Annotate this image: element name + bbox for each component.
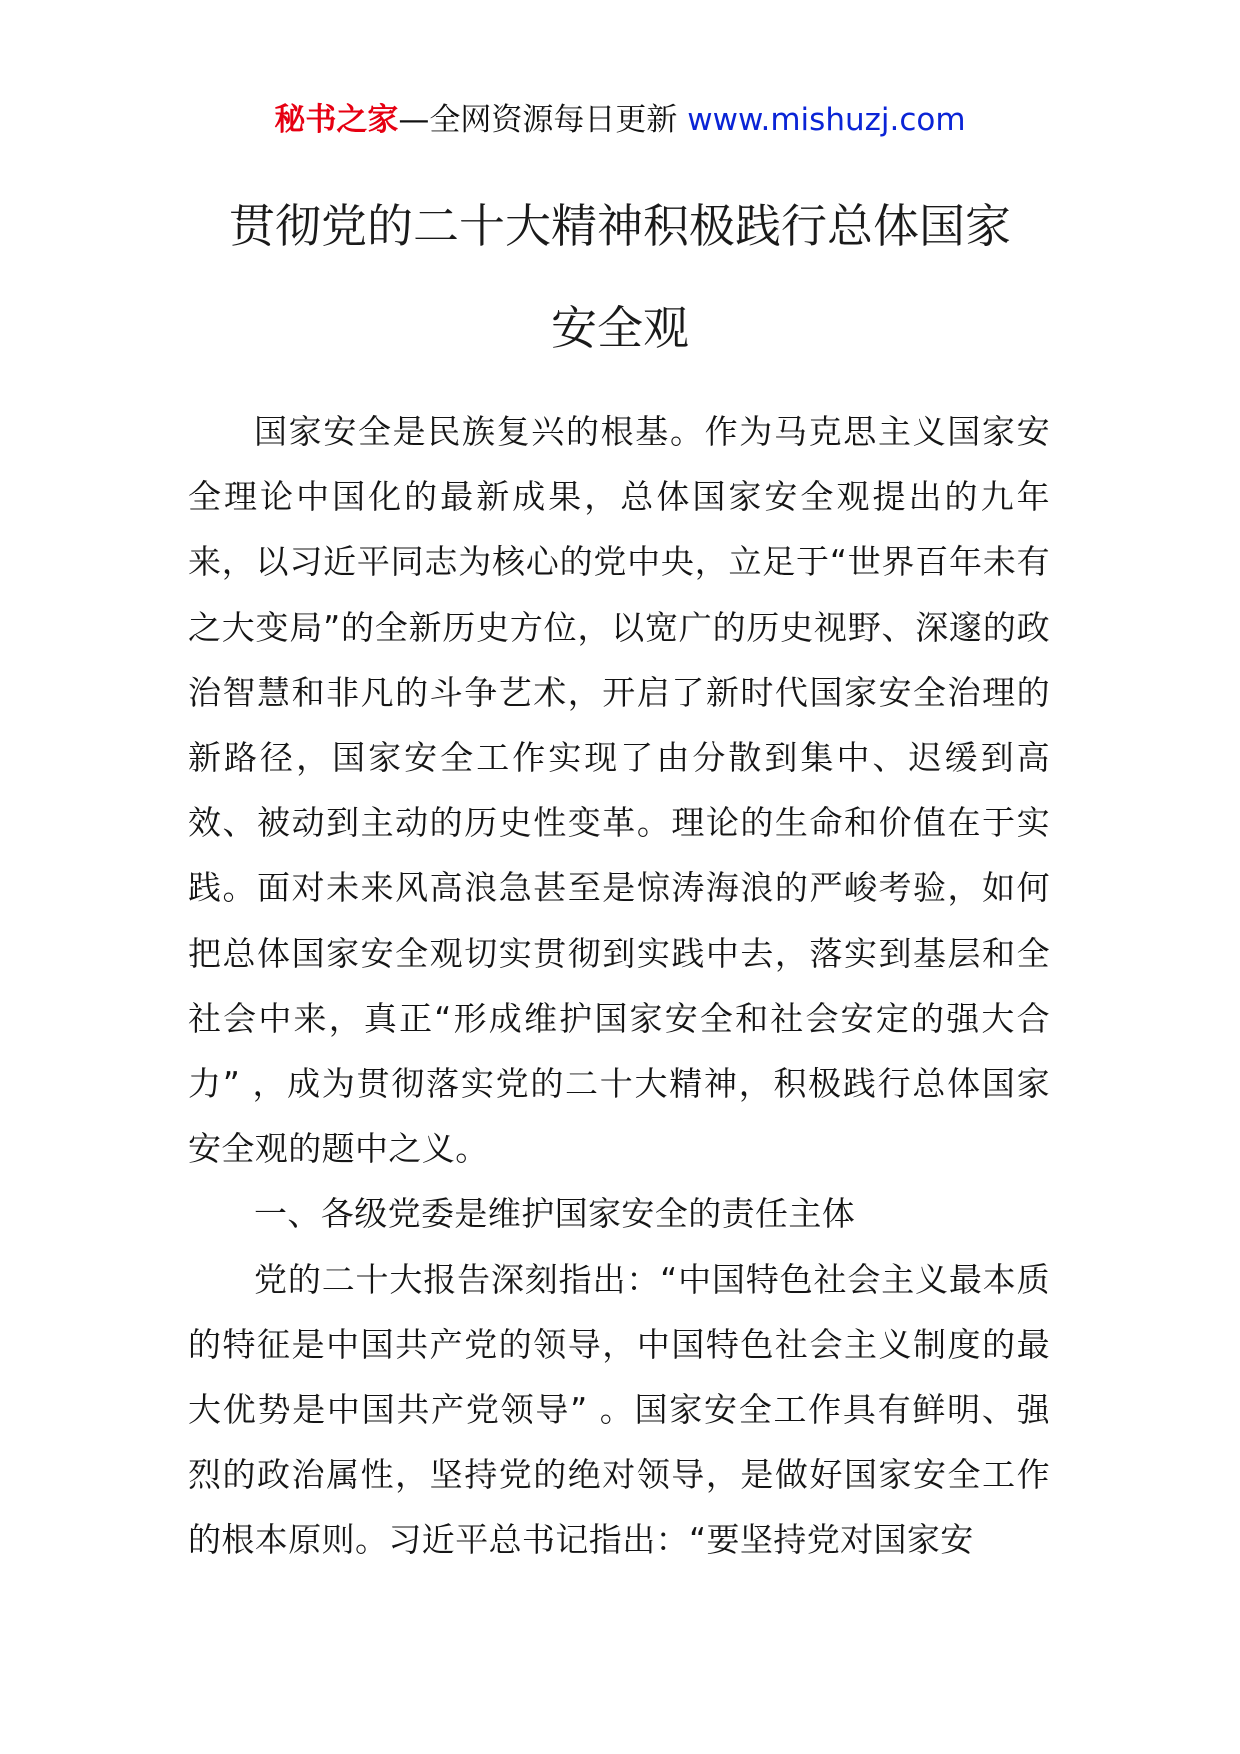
body-paragraph-intro: 国家安全是民族复兴的根基。作为马克思主义国家安全理论中国化的最新成果，总体国家安全观提出的九年来，以习近平同志为核心的党中央，立足于“世界百年未有之大变局”的全新历史方位，以宽广的历史视野、深邃的政治智慧和非凡的斗争艺术，开启了新时代国家安全治理的新路径，国家安全工作实现了由分散到集中、迟缓到高效、被动到主动的历史性变革。理论的生命和价值在于实践。面对未来风高浪急甚至是惊涛海浪的严峻考验，如何把总体国家安全观切实贯彻到实践中去，落实到基层和全社会中来，真正“形成维护国家安全和社会安定的强大合力” ，成为贯彻落实党的二十大精神，积极践行总体国家安全观的题中之义。 (188, 412, 1050, 1169)
document-title-line-2: 安全观 (551, 301, 689, 355)
section-heading-1: 一、各级党委是维护国家安全的责任主体 (254, 1194, 856, 1234)
document-body (188, 399, 1050, 1573)
page-header (0, 98, 1240, 142)
document-title-line-1: 贯彻党的二十大精神积极践行总体国家 (229, 199, 1011, 253)
header-slogan: —全网资源每日更新 (398, 102, 678, 138)
brand-name: 秘书之家 (274, 102, 399, 138)
website-link[interactable]: www.mishuzj.com (687, 102, 966, 138)
body-paragraph-section-1: 党的二十大报告深刻指出：“中国特色社会主义最本质的特征是中国共产党的领导，中国特色社会主义制度的最大优势是中国共产党领导” 。国家安全工作具有鲜明、强烈的政治属性，坚持党的绝对领导，是做好国家安全工作的根本原则。习近平总书记指出：“要坚持党对国家安 (188, 1259, 1050, 1560)
